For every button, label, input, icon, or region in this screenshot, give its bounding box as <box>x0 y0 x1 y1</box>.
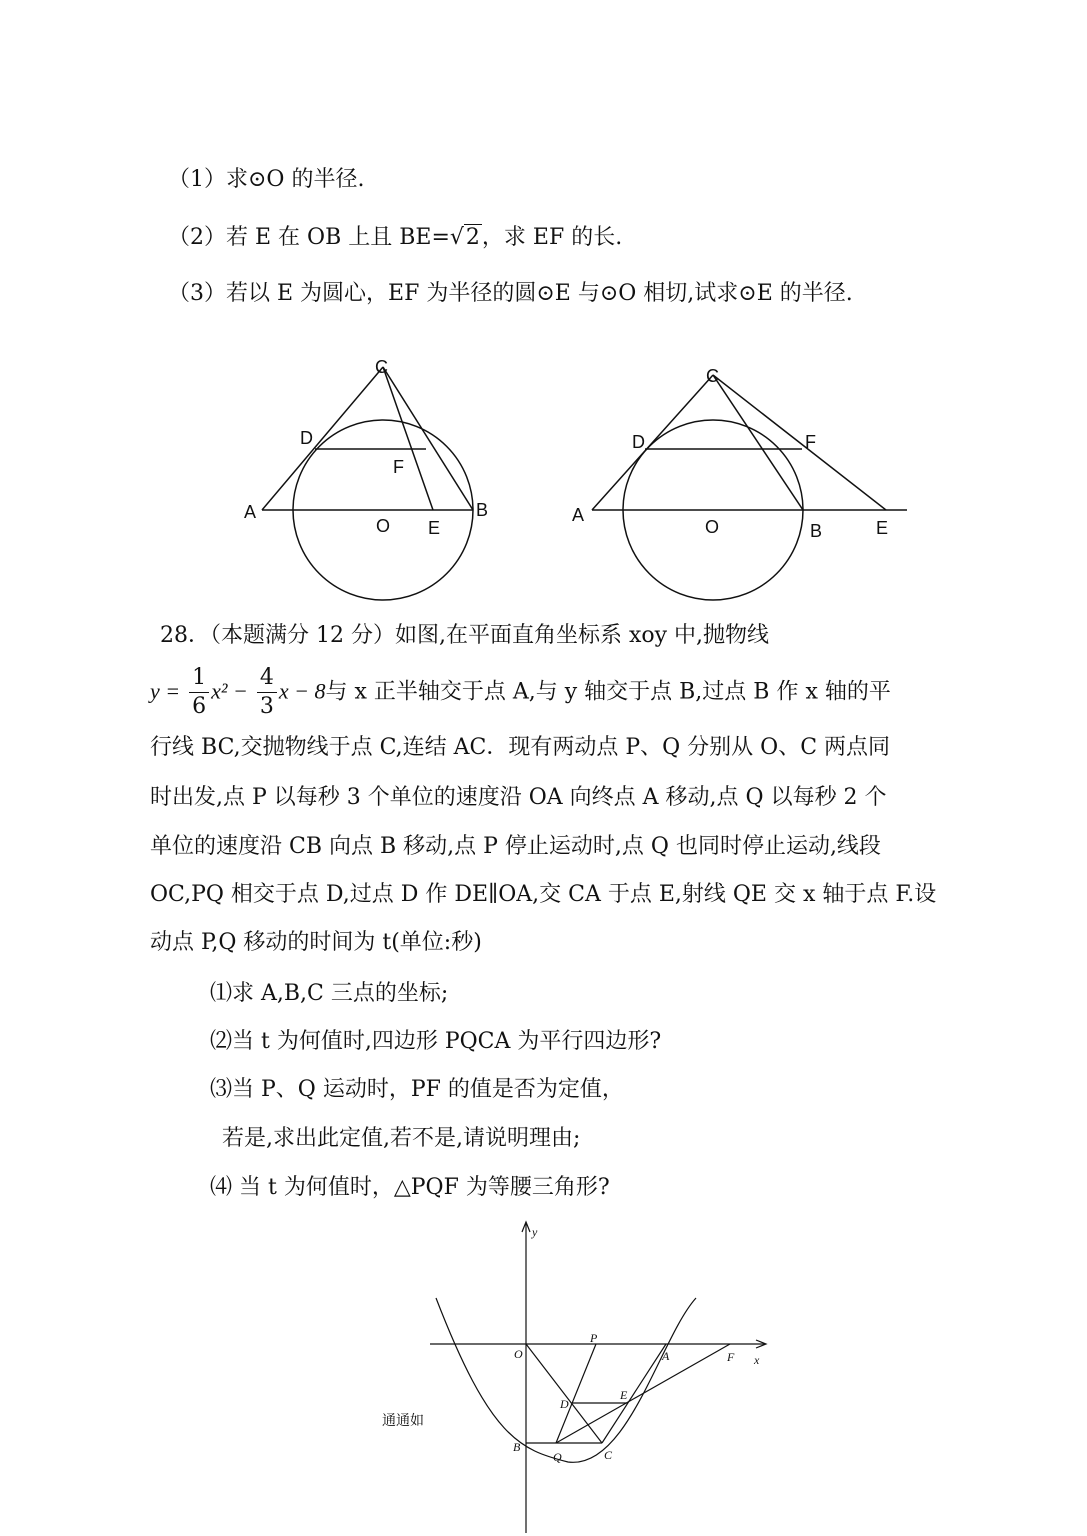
sqrt-expression <box>450 224 482 252</box>
sqrt-sign: √ <box>449 225 464 250</box>
eq-frac-1-6 <box>189 664 209 721</box>
figure3-parabola-diagram <box>420 1218 780 1536</box>
fig2-line-ac <box>592 375 713 510</box>
fig2-label-o: O <box>705 517 720 537</box>
eq-term2: x − 8 <box>278 678 326 704</box>
sqrt-radicand: 2 <box>465 225 480 250</box>
q27-part1: （1）求⊙O 的半径. <box>168 167 365 192</box>
fig2-label-f: F <box>805 432 816 452</box>
q27-part2-suffix: ，求 EF 的长. <box>481 225 623 250</box>
watermark-text: 通通如 <box>382 1413 424 1429</box>
fig3-label-y: y <box>532 1225 538 1239</box>
fig3-label-x: x <box>754 1353 760 1367</box>
eq-frac2-num: 4 <box>257 664 277 693</box>
fig2-line-cb <box>713 375 803 510</box>
q28-sub4: ⑷ 当 t 为何值时，△PQF 为等腰三角形? <box>210 1175 610 1200</box>
q28-line5: 单位的速度沿 CB 向点 B 移动,点 P 停止运动时,点 Q 也同时停止运动,线段 <box>150 834 881 859</box>
q28-sub1: ⑴求 A,B,C 三点的坐标; <box>210 981 449 1006</box>
eq-term1: x² − <box>211 678 248 704</box>
fig3-label-a: A <box>662 1349 670 1363</box>
fig1-label-a: A <box>244 502 257 522</box>
eq-frac1-num: 1 <box>189 664 209 693</box>
eq-y: y = <box>150 678 181 704</box>
fig1-line-ac <box>262 367 383 510</box>
fig3-label-b: B <box>513 1440 521 1454</box>
fig1-label-o: O <box>376 516 391 536</box>
fig3-line-ca <box>602 1344 666 1443</box>
fig1-label-e: E <box>428 518 441 538</box>
q28-line7: 动点 P,Q 移动的时间为 t(单位:秒) <box>150 930 482 955</box>
fig3-label-c: C <box>604 1448 613 1462</box>
q28-sub3b: 若是,求出此定值,若不是,请说明理由; <box>222 1126 581 1151</box>
fig2-label-d: D <box>632 432 645 452</box>
fig3-line-qf <box>556 1344 730 1443</box>
q28-line6: OC,PQ 相交于点 D,过点 D 作 DE∥OA,交 CA 于点 E,射线 QE 交 x 轴于点 F.设 <box>150 882 937 907</box>
eq-frac1-den: 6 <box>192 694 207 719</box>
fig2-label-c: C <box>706 366 719 386</box>
figure1-circle-diagram <box>230 345 520 615</box>
fig3-label-p: P <box>590 1331 598 1345</box>
q28-line3: 行线 BC,交抛物线于点 C,连结 AC．现有两动点 P、Q 分别从 O、C 两点同 <box>150 735 891 760</box>
q28-equation-line <box>150 664 891 721</box>
fig2-label-a: A <box>572 505 585 525</box>
fig2-label-b: B <box>810 521 823 541</box>
fig2-line-ce <box>713 375 886 510</box>
fig3-label-o: O <box>514 1347 523 1361</box>
fig1-label-c: C <box>375 357 388 377</box>
fig1-line-cb <box>383 367 473 510</box>
fig3-label-q: Q <box>553 1450 562 1464</box>
fig1-label-f: F <box>393 457 404 477</box>
fig3-label-f: F <box>727 1350 735 1364</box>
fig1-label-b: B <box>476 500 489 520</box>
q28-intro: 28．（本题满分 12 分）如图,在平面直角坐标系 xoy 中,抛物线 <box>160 623 770 648</box>
q28-line4: 时出发,点 P 以每秒 3 个单位的速度沿 OA 向终点 A 移动,点 Q 以每秒 2 个 <box>150 785 887 810</box>
eq-frac2-den: 3 <box>259 694 274 719</box>
q28-sub2: ⑵当 t 为何值时,四边形 PQCA 为平行四边形? <box>210 1029 662 1054</box>
fig3-label-d: D <box>560 1397 569 1411</box>
q28-sub3a: ⑶当 P、Q 运动时，PF 的值是否为定值， <box>210 1077 624 1102</box>
q27-part3: （3）若以 E 为圆心，EF 为半径的圆⊙E 与⊙O 相切,试求⊙E 的半径. <box>168 281 853 306</box>
eq-frac-4-3 <box>257 664 277 721</box>
fig2-label-e: E <box>876 518 889 538</box>
eq-tail: 与 x 正半轴交于点 A,与 y 轴交于点 B,过点 B 作 x 轴的平 <box>325 679 891 705</box>
fig1-label-d: D <box>300 428 313 448</box>
fig1-line-ce <box>383 367 433 510</box>
fig3-label-e: E <box>620 1388 628 1402</box>
q27-part2 <box>168 224 622 252</box>
q27-part2-prefix: （2）若 E 在 OB 上且 BE= <box>168 225 450 250</box>
figure2-circle-diagram <box>560 355 920 615</box>
